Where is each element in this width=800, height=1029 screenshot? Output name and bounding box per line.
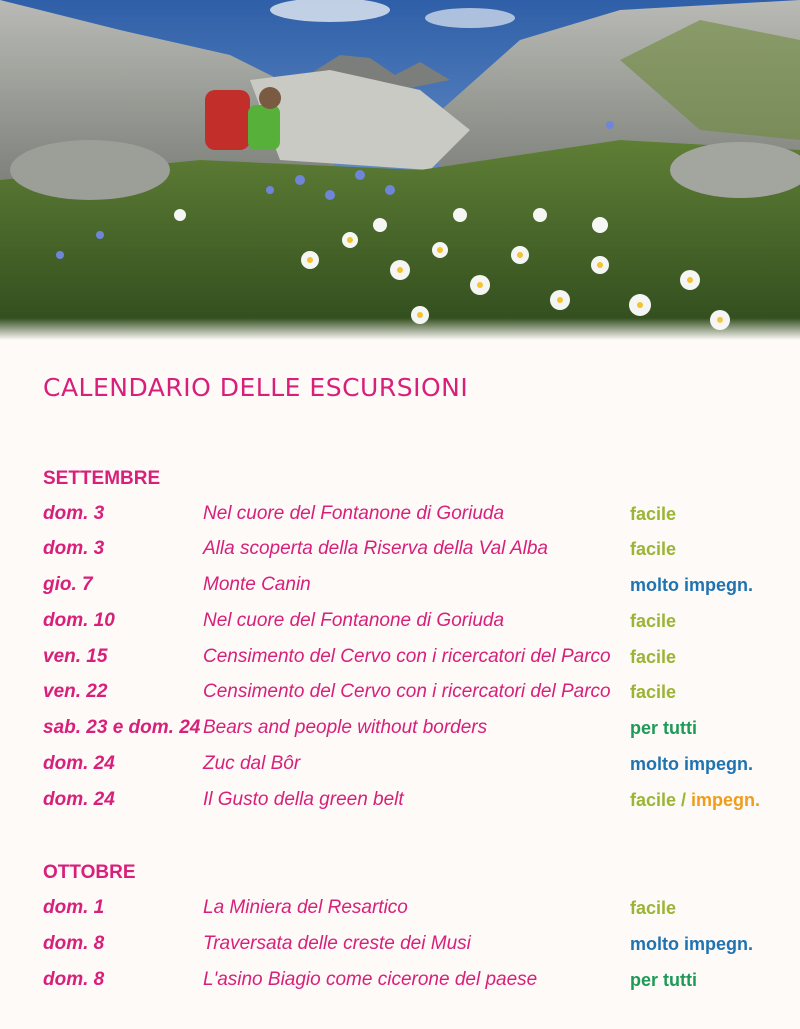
event-row — [43, 499, 783, 529]
event-date: gio. 7 — [43, 574, 93, 595]
month-heading-october: OTTOBRE — [43, 862, 136, 883]
month-heading-september: SETTEMBRE — [43, 468, 161, 489]
hiker-backpack — [205, 90, 250, 150]
event-title: Nel cuore del Fontanone di Goriuda — [203, 503, 505, 524]
difficulty-label: per tutti — [630, 970, 697, 990]
event-date: dom. 8 — [43, 933, 105, 954]
difficulty-label: molto impegn. — [630, 754, 753, 774]
event-row — [43, 570, 783, 600]
difficulty-label: facile — [630, 539, 677, 559]
event-title: Bears and people without borders — [203, 717, 488, 738]
event-row — [43, 606, 783, 636]
event-date: dom. 3 — [43, 538, 105, 559]
event-title: Alla scoperta della Riserva della Val Alba — [203, 538, 548, 559]
event-date: dom. 10 — [43, 610, 115, 631]
event-row — [43, 893, 783, 923]
difficulty-label: facile — [630, 647, 677, 667]
event-title: Traversata delle creste dei Musi — [203, 933, 471, 954]
hero-photo — [0, 0, 800, 340]
difficulty-label: facile — [630, 504, 677, 524]
event-row — [43, 965, 783, 995]
difficulty-label: per tutti — [630, 718, 697, 738]
difficulty-label: facile — [630, 682, 677, 702]
event-date: sab. 23 e dom. 24 — [43, 717, 201, 738]
event-row — [43, 677, 783, 707]
difficulty-label-primary: facile — [630, 790, 677, 810]
event-title: L'asino Biagio come cicerone del paese — [203, 969, 538, 990]
event-date: dom. 24 — [43, 789, 115, 810]
event-title: Zuc dal Bôr — [203, 753, 301, 774]
event-title: Monte Canin — [203, 574, 311, 595]
event-title: Nel cuore del Fontanone di Goriuda — [203, 610, 505, 631]
event-date: ven. 22 — [43, 681, 108, 702]
event-title: Censimento del Cervo con i ricercatori del Parco — [203, 681, 611, 702]
difficulty-label: facile — [630, 611, 677, 631]
event-title: La Miniera del Resartico — [203, 897, 408, 918]
difficulty-label: facile — [630, 898, 677, 918]
event-date: dom. 8 — [43, 969, 105, 990]
difficulty-label — [630, 785, 760, 815]
event-date: dom. 1 — [43, 897, 105, 918]
event-row — [43, 642, 783, 672]
difficulty-separator: / — [676, 790, 692, 810]
event-row — [43, 785, 783, 815]
difficulty-label-secondary: impegn. — [691, 790, 761, 810]
event-row — [43, 749, 783, 779]
event-date: dom. 3 — [43, 503, 105, 524]
event-row — [43, 713, 783, 743]
event-date: dom. 24 — [43, 753, 115, 774]
event-title: Censimento del Cervo con i ricercatori del Parco — [203, 646, 611, 667]
event-title: Il Gusto della green belt — [203, 789, 404, 810]
mountain-landscape-image — [0, 0, 800, 340]
difficulty-label: molto impegn. — [630, 934, 753, 954]
event-row — [43, 534, 783, 564]
event-date: ven. 15 — [43, 646, 108, 667]
difficulty-label: molto impegn. — [630, 575, 753, 595]
page-title: CALENDARIO DELLE ESCURSIONI — [43, 373, 469, 402]
event-row — [43, 929, 783, 959]
